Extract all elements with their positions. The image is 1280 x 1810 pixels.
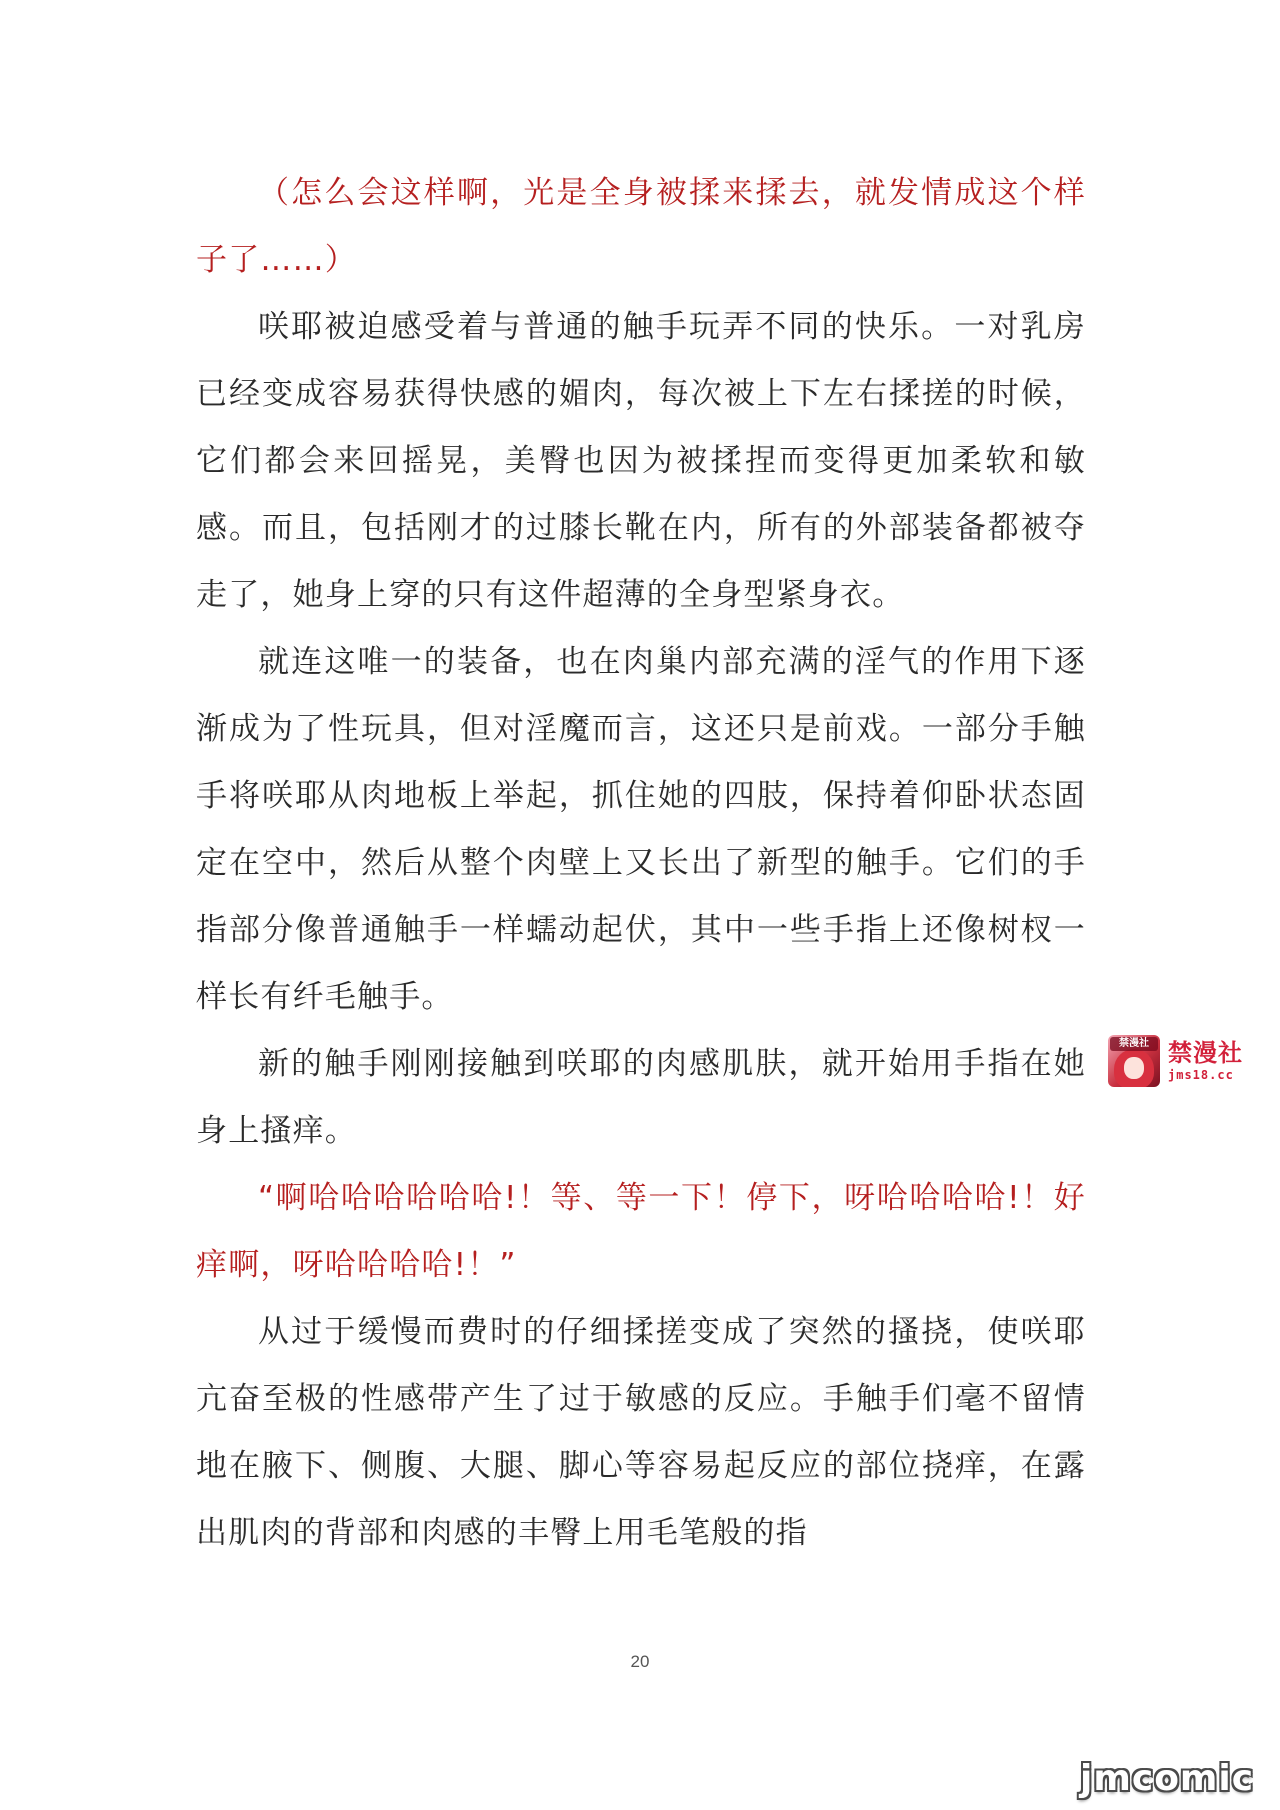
narration-paragraph: 就连这唯一的装备，也在肉巢内部充满的淫气的作用下逐渐成为了性玩具，但对淫魔而言，这还只是前戏。一部分手触手将咲耶从肉地板上举起，抓住她的四肢，保持着仰卧状态固定在空中，然后从整个肉壁上又长出了新型的触手。它们的手指部分像普通触手一样蠕动起伏，其中一些手指上还像树杈一样长有纤毛触手。 <box>196 644 1086 1015</box>
badge-avatar-icon <box>1108 1035 1160 1087</box>
body-text <box>196 160 1086 1567</box>
badge-text <box>1168 1041 1243 1081</box>
watermark-logo: jmcomic <box>1080 1758 1255 1799</box>
inner-thought-paragraph: （怎么会这样啊，光是全身被揉来揉去，就发情成这个样子了……） <box>196 175 1086 278</box>
page-number: 20 <box>630 1652 650 1671</box>
badge-url: jms18.cc <box>1168 1068 1234 1082</box>
dialogue-paragraph: “啊哈哈哈哈哈哈!！等、等一下！停下，呀哈哈哈哈!！好痒啊，呀哈哈哈哈!！” <box>196 1180 1086 1283</box>
site-badge[interactable] <box>1108 1033 1248 1089</box>
badge-title: 禁漫社 <box>1168 1039 1243 1067</box>
badge-avatar-tag: 禁漫社 <box>1110 1037 1158 1051</box>
narration-paragraph: 咲耶被迫感受着与普通的触手玩弄不同的快乐。一对乳房已经变成容易获得快感的媚肉，每次被上下左右揉搓的时候，它们都会来回摇晃，美臀也因为被揉捏而变得更加柔软和敏感。而且，包括刚才的过膝长靴在内，所有的外部装备都被夺走了，她身上穿的只有这件超薄的全身型紧身衣。 <box>196 309 1086 613</box>
narration-paragraph: 从过于缓慢而费时的仔细揉搓变成了突然的搔挠，使咲耶亢奋至极的性感带产生了过于敏感的反应。手触手们毫不留情地在腋下、侧腹、大腿、脚心等容易起反应的部位挠痒，在露出肌肉的背部和肉感的丰臀上用毛笔般的指 <box>196 1314 1086 1551</box>
narration-paragraph: 新的触手刚刚接触到咲耶的肉感肌肤，就开始用手指在她身上搔痒。 <box>196 1046 1086 1149</box>
